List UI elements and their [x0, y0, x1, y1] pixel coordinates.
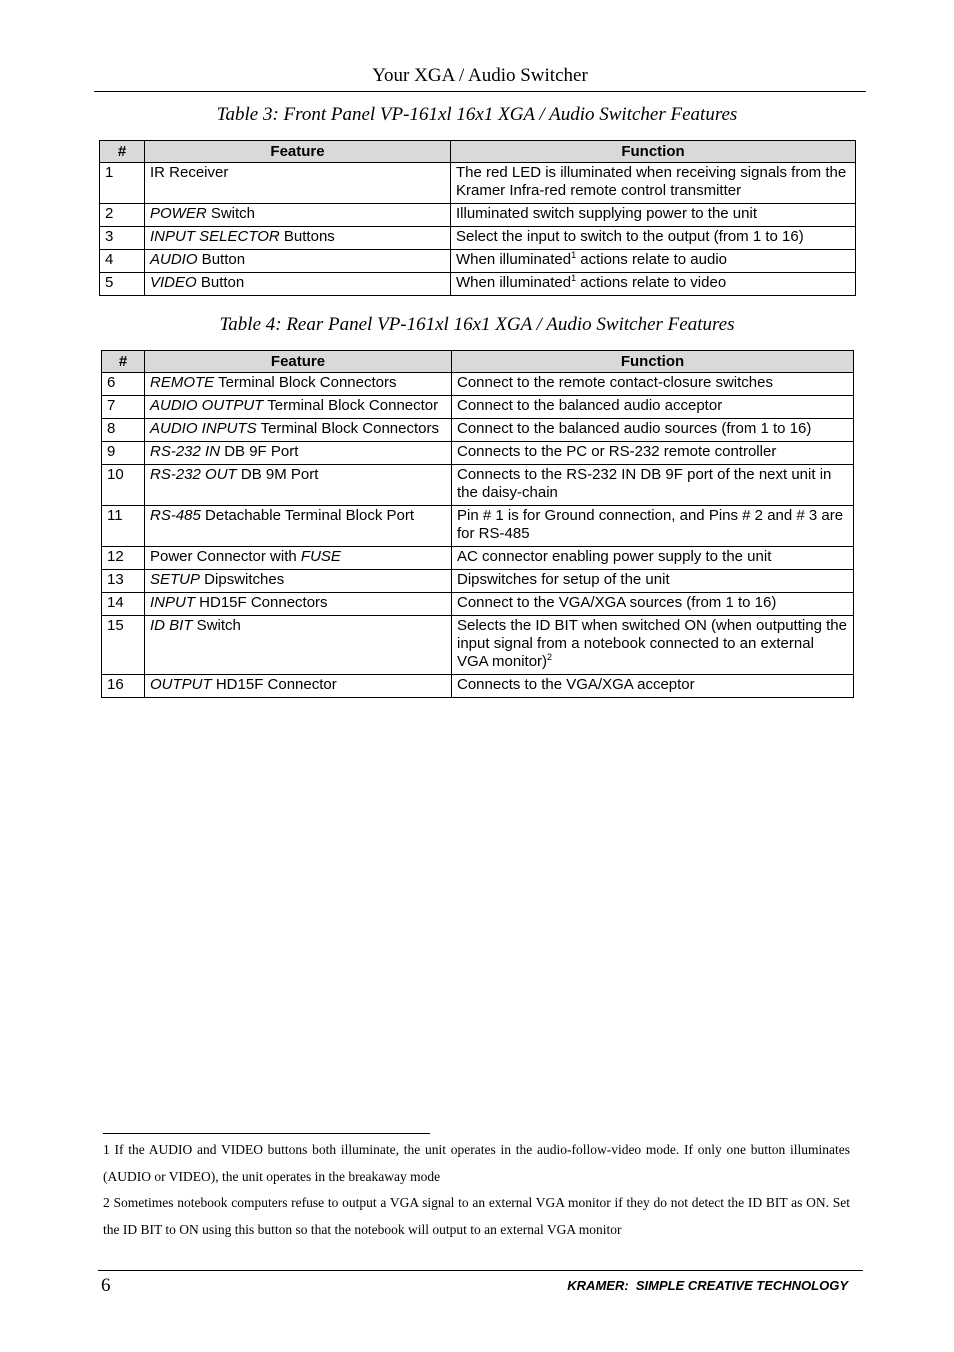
row-number: 8 — [102, 419, 145, 442]
row-feature: IR Receiver — [145, 163, 451, 204]
row-function: Dipswitches for setup of the unit — [452, 570, 854, 593]
table4-caption: Table 4: Rear Panel VP-161xl 16x1 XGA / Audio Switcher Features — [219, 314, 735, 335]
row-number: 12 — [102, 547, 145, 570]
table-row — [102, 593, 854, 616]
row-function: Connect to the balanced audio sources (from 1 to 16) — [452, 419, 854, 442]
page-number: 6 — [101, 1275, 111, 1296]
footnote-ref[interactable]: 2 — [547, 652, 553, 662]
running-header: Your XGA / Audio Switcher — [372, 65, 588, 86]
row-function: Connect to the balanced audio acceptor — [452, 396, 854, 419]
table-row — [102, 442, 854, 465]
table-header-row — [102, 351, 854, 373]
row-number: 1 — [100, 163, 145, 204]
row-number: 9 — [102, 442, 145, 465]
row-function: When illuminated$^1$ actions relate to video — [451, 273, 856, 296]
table-header-row — [100, 141, 856, 163]
row-feature: INPUT HD15F Connectors — [145, 593, 452, 616]
row-feature: Power Connector with FUSE — [145, 547, 452, 570]
row-feature: OUTPUT HD15F Connector — [145, 675, 452, 698]
row-function: When illuminated$^1$ actions relate to audio — [451, 250, 856, 273]
row-number: 14 — [102, 593, 145, 616]
column-header-number: # — [102, 351, 145, 373]
table-row — [102, 373, 854, 396]
row-number: 3 — [100, 227, 145, 250]
row-feature: INPUT SELECTOR Buttons — [145, 227, 451, 250]
row-number: 7 — [102, 396, 145, 419]
row-number: 6 — [102, 373, 145, 396]
row-feature: RS-232 OUT DB 9M Port — [145, 465, 452, 506]
row-number: 15 — [102, 616, 145, 675]
row-function: Connects to the VGA/XGA acceptor — [452, 675, 854, 698]
row-feature: REMOTE Terminal Block Connectors — [145, 373, 452, 396]
row-feature: RS-232 IN DB 9F Port — [145, 442, 452, 465]
row-feature: AUDIO OUTPUT Terminal Block Connector — [145, 396, 452, 419]
row-function: Connects to the RS-232 IN DB 9F port of the next unit in the daisy-chain — [452, 465, 854, 506]
row-feature: ID BIT Switch — [145, 616, 452, 675]
rear-panel-table — [101, 350, 854, 698]
table-row — [100, 250, 856, 273]
front-panel-table — [99, 140, 856, 296]
row-number: 4 — [100, 250, 145, 273]
column-header-number: # — [100, 141, 145, 163]
column-header-function: Function — [451, 141, 856, 163]
row-function: Connect to the VGA/XGA sources (from 1 to 16) — [452, 593, 854, 616]
column-header-feature: Feature — [145, 141, 451, 163]
column-header-feature: Feature — [145, 351, 452, 373]
table-row — [102, 396, 854, 419]
row-function: AC connector enabling power supply to the unit — [452, 547, 854, 570]
row-feature: AUDIO Button — [145, 250, 451, 273]
row-function: Connect to the remote contact-closure switches — [452, 373, 854, 396]
header-rule — [94, 91, 866, 92]
row-function: Pin # 1 is for Ground connection, and Pins # 2 and # 3 are for RS-485 — [452, 506, 854, 547]
row-feature: RS-485 Detachable Terminal Block Port — [145, 506, 452, 547]
table-row — [100, 204, 856, 227]
footnotes — [103, 1137, 850, 1243]
table3-caption: Table 3: Front Panel VP-161xl 16x1 XGA / Audio Switcher Features — [216, 104, 738, 125]
table-row — [102, 616, 854, 675]
footnote-ref[interactable]: 1 — [571, 250, 577, 260]
row-function: Illuminated switch supplying power to the unit — [451, 204, 856, 227]
row-function: The red LED is illuminated when receiving signals from the Kramer Infra-red remote control transmitter — [451, 163, 856, 204]
footnote-1: 1 If the AUDIO and VIDEO buttons both illuminate, the unit operates in the audio-follow-video mode. If only one button illuminates (AUDIO or VIDEO), the unit operates in the breakaway mode — [103, 1142, 850, 1184]
table-row — [102, 547, 854, 570]
footer-rule — [98, 1270, 863, 1271]
row-number: 2 — [100, 204, 145, 227]
row-feature: VIDEO Button — [145, 273, 451, 296]
column-header-function: Function — [452, 351, 854, 373]
table-row — [102, 465, 854, 506]
footnote-separator — [103, 1133, 430, 1134]
table-row — [102, 570, 854, 593]
table-row — [102, 506, 854, 547]
table-row — [102, 675, 854, 698]
row-function: Connects to the PC or RS-232 remote controller — [452, 442, 854, 465]
row-number: 13 — [102, 570, 145, 593]
table-row — [102, 419, 854, 442]
footnote-ref[interactable]: 1 — [571, 273, 577, 283]
row-number: 10 — [102, 465, 145, 506]
row-feature: SETUP Dipswitches — [145, 570, 452, 593]
table-row — [100, 227, 856, 250]
row-number: 11 — [102, 506, 145, 547]
table-row — [100, 163, 856, 204]
row-function: Select the input to switch to the output (from 1 to 16) — [451, 227, 856, 250]
row-feature: AUDIO INPUTS Terminal Block Connectors — [145, 419, 452, 442]
row-feature: POWER Switch — [145, 204, 451, 227]
footnote-2: 2 Sometimes notebook computers refuse to output a VGA signal to an external VGA monitor if they do not detect the ID BIT as ON. Set the ID BIT to ON using this button so that the notebook will output to an external VGA monitor — [103, 1195, 850, 1237]
footer-brand: KRAMER: SIMPLE CREATIVE TECHNOLOGY — [567, 1278, 848, 1293]
table-row — [100, 273, 856, 296]
row-function: Selects the ID BIT when switched ON (when outputting the input signal from a notebook connected to an external VGA monitor)$^2$ — [452, 616, 854, 675]
row-number: 5 — [100, 273, 145, 296]
row-number: 16 — [102, 675, 145, 698]
